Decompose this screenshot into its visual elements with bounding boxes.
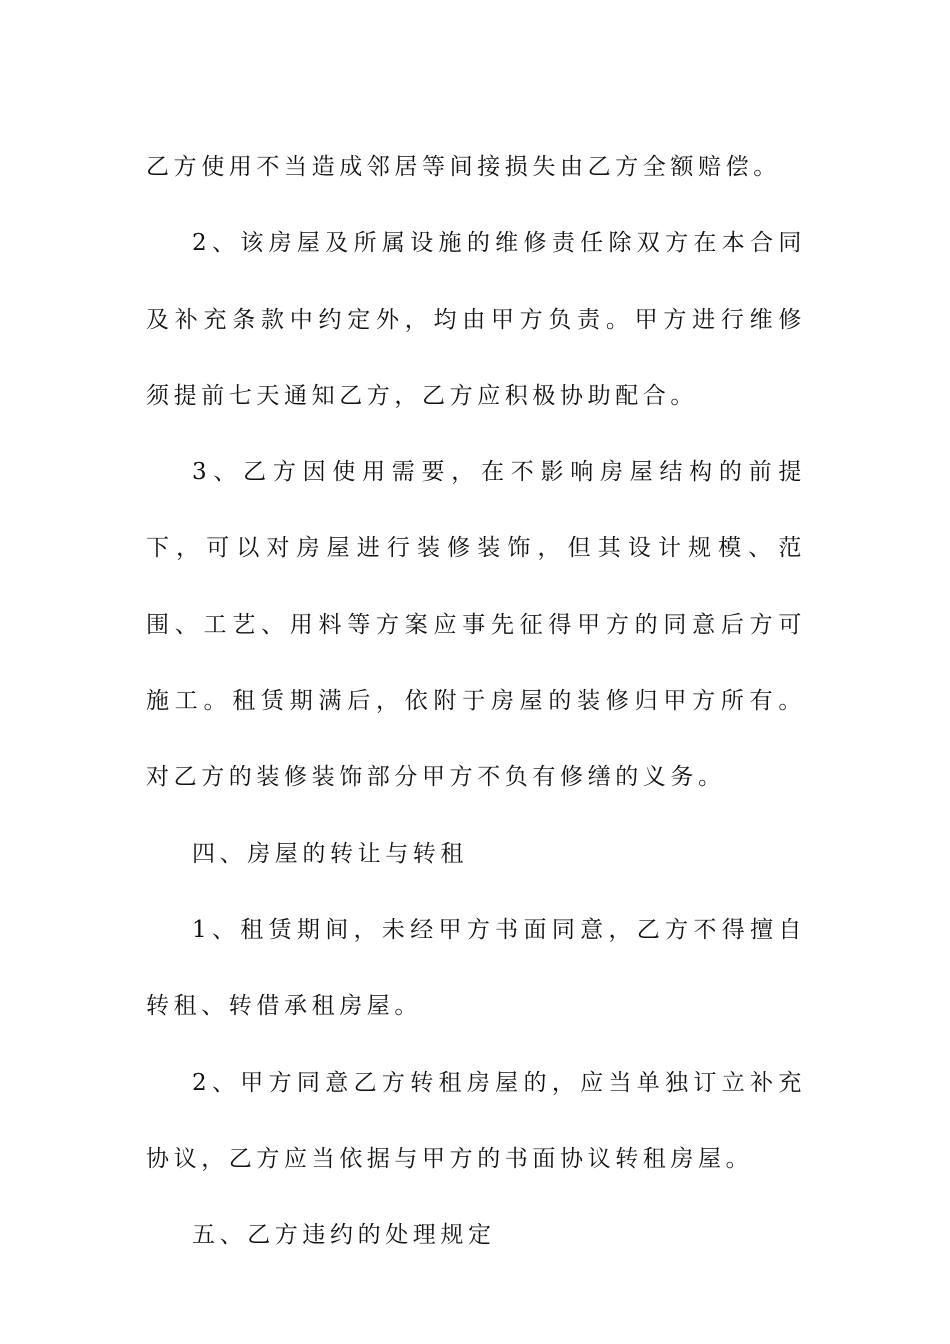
paragraph-1: 乙方使用不当造成邻居等间接损失由乙方全额赔偿。 [146, 154, 781, 180]
paragraph-2: 2、该房屋及所属设施的维修责任除双方在本合同及补充条款中约定外，均由甲方负责。甲方进行维修须提前七天通知乙方，乙方应积极协助配合。 [146, 230, 806, 409]
paragraph-3: 3、乙方因使用需要，在不影响房屋结构的前提下，可以对房屋进行装修装饰，但其设计规模、范围、工艺、用料等方案应事先征得甲方的同意后方可施工。租赁期满后，依附于房屋的装修归甲方所有。对乙方的装修装饰部分甲方不负有修缮的义务。 [146, 459, 806, 791]
section-heading-4: 四、房屋的转让与转租 [192, 840, 468, 867]
document-body [146, 129, 806, 1273]
section-heading-5: 五、乙方违约的处理规定 [192, 1222, 496, 1249]
paragraph-4-2: 2、甲方同意乙方转租房屋的，应当单独订立补充协议，乙方应当依据与甲方的书面协议转租房屋。 [146, 1069, 806, 1172]
paragraph-4-1: 1、租赁期间，未经甲方书面同意，乙方不得擅自转租、转借承租房屋。 [146, 916, 806, 1020]
